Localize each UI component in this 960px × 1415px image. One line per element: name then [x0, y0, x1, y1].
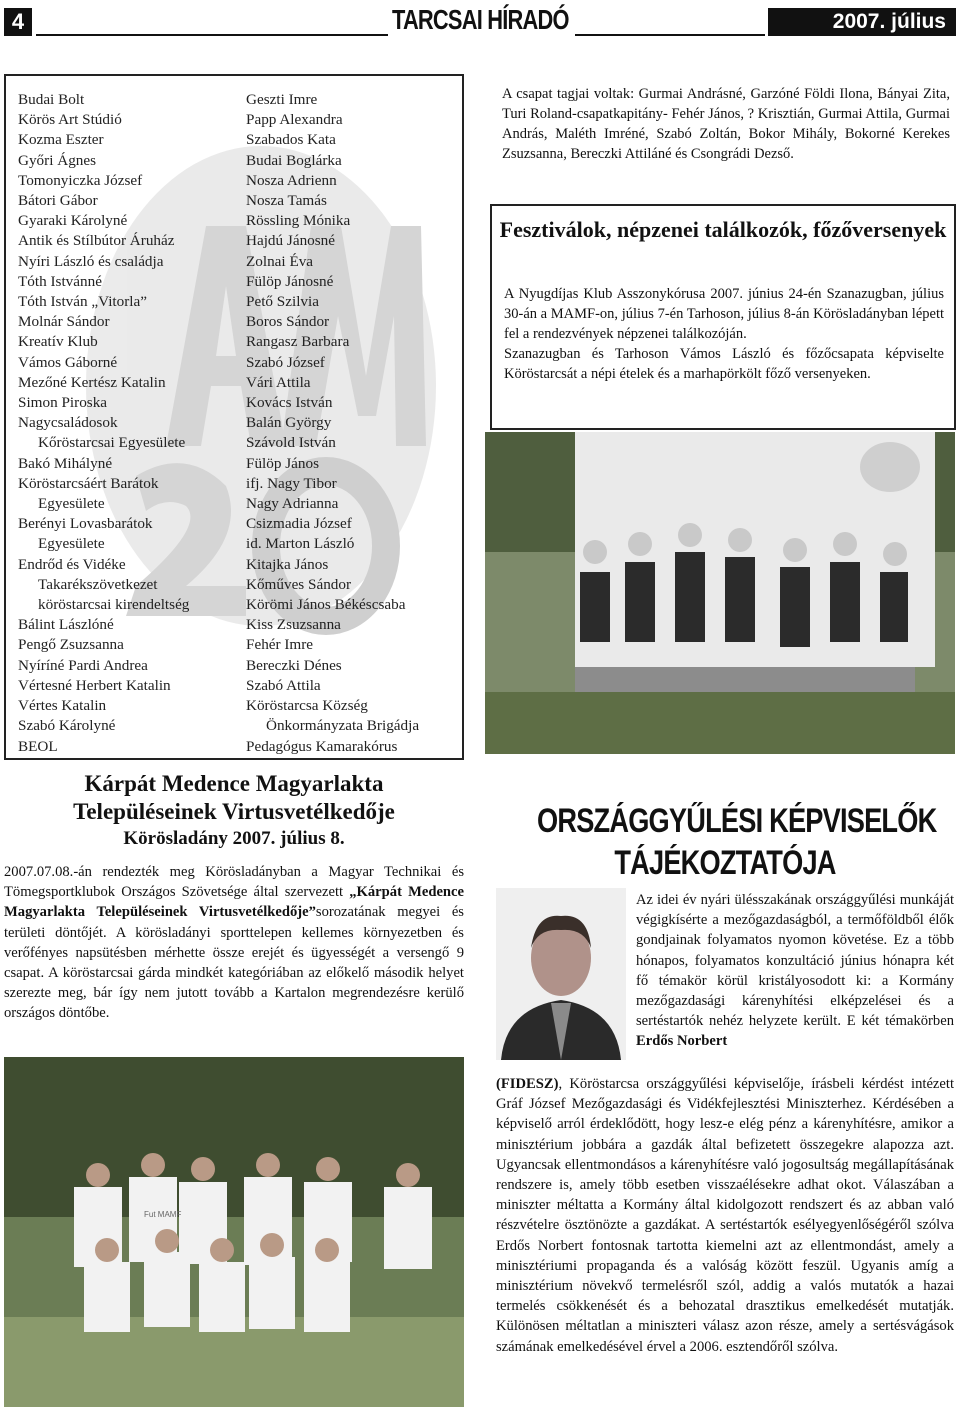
sponsor-name: Nyíri László és családja: [18, 252, 164, 270]
sponsor-name: Nagy Adrianna: [246, 495, 339, 513]
sponsor-name: Kreatív Klub: [18, 333, 98, 351]
sponsor-name: Nosza Adrienn: [246, 171, 337, 189]
sponsor-name: Zolnai Éva: [246, 252, 314, 270]
sponsor-name: Kőröstarcsai Egyesülete: [38, 434, 186, 452]
mp-title-line-1: ORSZÁGGYŰLÉSI KÉPVISELŐK: [537, 802, 937, 840]
sponsor-name: Takarékszövetkezet: [38, 575, 158, 593]
sponsor-name: Rössling Mónika: [246, 212, 351, 230]
sponsor-name: Körös Art Stúdió: [18, 111, 122, 129]
sponsor-name: Endrőd és Vidéke: [18, 555, 126, 573]
sponsor-name: Hajdú Jánosné: [246, 232, 335, 250]
sponsor-name: Mezőné Kertész Katalin: [18, 373, 166, 391]
sponsor-name: Rangasz Barbara: [246, 333, 350, 351]
contest-article-title: [4, 770, 464, 852]
festival-title: Fesztiválok, népzenei találkozók, főzőversenyek: [499, 217, 947, 242]
sponsor-name: Kozma Eszter: [18, 131, 104, 149]
sponsor-name: Körömi János Békéscsaba: [246, 596, 406, 614]
sponsor-name: Vámos Gáborné: [18, 353, 118, 371]
sponsor-name: Bálint Lászlóné: [18, 616, 114, 634]
sponsor-name: Bereczki Dénes: [246, 656, 342, 674]
sponsor-name: Egyesülete: [38, 495, 105, 513]
sponsor-name: Csizmadia József: [246, 515, 352, 533]
sponsor-name: Szabó Attila: [246, 676, 321, 694]
sponsor-name: Molnár Sándor: [18, 313, 110, 331]
sponsor-name: Vári Attila: [246, 373, 311, 391]
newspaper-title: TARCSAI HÍRADÓ: [392, 4, 569, 35]
mp-article-body: (FIDESZ), Köröstarcsa országgyűlési képviselője, írásbeli kérdést intézett Gráf József Mezőgazdasági és Vidékfejlesztési Miniszterhez. Kérdésében a képviselő arról érdeklődött, hogy lesz-e elég pénz a kárenyhítésre, amikor a minisztérium jobbára a gazdák által befizetett összegekre alapozza azt. Ugyancsak ellentmondásos a kárenyhítésre való jogosultság megállapításának rendszere is, amely több esetben visszaélésekre adhat okot. Válaszában a miniszter méltatta a Kormány által kidolgozott rendszert és az abban való részvételre ösztönözte a gazdákat. A sertéstartók esélyegyenlőségéről szólva Erdős Norbert fontosnak tartotta kiemelni azt az ellentmondást, amely a minisztériumi propaganda és a valóság között feszül. Ugyanis amíg a minisztérium növekvő termelésről szól, addig a valós mutatók a hazai termelés csökkenését és a behozatal drasztikus emelkedését mutatják. Különösen méltatlan a miniszteri válasz azon része, amely a sertésvágások számának emelkedésével érvel a 2006. esztendőről szólva.: [496, 1076, 954, 1355]
sponsor-name: Bakó Mihályné: [18, 454, 113, 472]
sponsor-name: Simon Piroska: [18, 394, 108, 412]
festival-paragraph-2: Szanazugban és Tarhoson Vámos László és főzőcsapata képviselte Köröstarcsát a népi ételek és a marhapörkölt főző versenyeken.: [504, 346, 944, 382]
header-rule-left: [36, 34, 388, 36]
sponsor-name: Nyíríné Pardi Andrea: [18, 656, 148, 674]
mp-title-line-2: TÁJÉKOZTATÓJA: [614, 844, 836, 882]
header-rule-right: [575, 34, 765, 36]
mp-portrait-photo: [496, 888, 626, 1060]
sponsor-name: Tóth István „Vitorla”: [18, 293, 147, 311]
mp-article-body-top: Az idei év nyári ülésszakának országgyűlési munkáját végigkísérte a mezőgazdaságból, a termőföldből élők gondjainak folyamatos nyomon követése. Ez a több hónapos, folyamatos konzultáció június hónapra két fő témakör körül kristályosodott ki: a Kormány mezőgazdasági kárenyhítési elképzelései és a sertéstartók nehéz helyzete került. E két témakörben Erdős Norbert: [636, 892, 954, 1050]
sponsor-name: Balán György: [246, 414, 332, 432]
sponsor-name: Nagycsaládosok: [18, 414, 118, 432]
sponsor-list-box: [4, 74, 464, 760]
sponsor-column-1: [18, 90, 189, 757]
sponsor-name: Budai Bolt: [18, 91, 85, 108]
sponsor-name: Kitajka János: [246, 555, 329, 573]
sponsor-name: Fehér Imre: [246, 636, 314, 654]
choir-stage-photo: [485, 432, 955, 754]
sponsor-name: Kovács István: [246, 394, 333, 412]
sponsor-name: Kőműves Sándor: [246, 575, 352, 593]
sponsor-name: Pető Szilvia: [246, 293, 319, 311]
sponsor-name: Tomonyiczka József: [18, 171, 143, 189]
sponsor-name: ifj. Nagy Tibor: [246, 474, 337, 492]
issue-date: 2007. július: [768, 8, 956, 36]
festival-box: [490, 204, 956, 430]
sponsor-name: Pedagógus Kamarakórus: [246, 737, 398, 755]
sponsor-name: Szabó József: [246, 353, 325, 371]
sponsor-name: Szávold István: [246, 434, 336, 452]
sponsor-name: Egyesülete: [38, 535, 105, 553]
sponsor-name: Önkormányzata Brigádja: [266, 717, 420, 735]
contest-title-line-1: Kárpát Medence Magyarlakta: [84, 771, 384, 796]
sponsor-name: Köröstarcsáért Barátok: [18, 474, 159, 492]
sponsor-name: Tóth Istvánné: [18, 272, 102, 290]
contest-article-body: 2007.07.08.-án rendezték meg Körösladányban a Magyar Technikai és Tömegsportklubok Országos Szövetsége által szervezett „Kárpát Medence Magyarlakta Településeinek Virtusvetélkedője”sorozatának megyei és területi döntőjét. A körösladányi sporttelepen kellemes környezetben és verőfényes napsütésben mérhette össze erejét és ügyességét a versengő 9 csapat. A köröstarcsai gárda mindkét kategóriában az előkelő második helyet szerezte meg, bár így nem jutott tovább a Kartalon megrendezésre kerülő országos döntőbe.: [4, 864, 464, 1022]
team-members-text: A csapat tagjai voltak: Gurmai Andrásné, Garzóné Földi Ilona, Bányai Zita, Turi Roland-csapatkapitány- Fehér János, ? Krisztián, Gurmai Attila, Gurmai András, Maléth Imréné, Szabó Zoltán, Bokor Mihály, Bokorné Kerekes Zsuzsanna, Bereczki Attiláné és Csongrádi Dezső.: [502, 86, 950, 162]
sponsor-name: Budai Boglárka: [246, 151, 342, 169]
mp-article-title: [490, 800, 960, 884]
festival-text: [504, 284, 944, 384]
contest-title-line-2: Településeinek Virtusvetélkedője: [73, 799, 395, 824]
sponsor-name: Papp Alexandra: [246, 111, 343, 129]
contest-title-line-3: Körösladány 2007. július 8.: [123, 828, 345, 849]
sponsor-name: köröstarcsai kirendeltség: [38, 596, 190, 614]
sponsor-name: Geszti Imre: [246, 91, 318, 108]
shirt-print: Fut MAMF: [144, 1210, 182, 1219]
sponsor-name: Bátori Gábor: [18, 192, 98, 210]
sponsor-name: id. Marton László: [246, 535, 355, 553]
sponsor-name: Nosza Tamás: [246, 192, 327, 210]
sponsor-name: Szabó Károlyné: [18, 717, 116, 735]
sponsor-name: BEOL: [18, 737, 58, 755]
sponsor-name: Fülöp János: [246, 454, 319, 472]
team-group-photo: [4, 1057, 464, 1407]
sponsor-name: Antik és Stílbútor Áruház: [18, 232, 175, 250]
sponsor-name: Gyaraki Károlyné: [18, 212, 128, 230]
sponsor-name: Vértesné Herbert Katalin: [18, 676, 171, 694]
page-number: 4: [4, 8, 32, 36]
sponsor-name: Szabados Kata: [246, 131, 336, 149]
sponsor-name: Berényi Lovasbarátok: [18, 515, 153, 533]
festival-paragraph-1: A Nyugdíjas Klub Asszonykórusa 2007. június 24-én Szanazugban, július 30-án a MAMF-on, július 7-én Tarhoson, július 8-án Körösladányban lépett fel a rendezvények népzenei találkozóján.: [504, 286, 944, 342]
sponsor-name: Vértes Katalin: [18, 697, 107, 715]
sponsor-name: Kiss Zsuzsanna: [246, 616, 341, 634]
sponsor-name: Pengő Zsuzsanna: [18, 636, 124, 654]
sponsor-name: Fülöp Jánosné: [246, 272, 334, 290]
sponsor-column-2: [246, 90, 419, 757]
sponsor-name: Boros Sándor: [246, 313, 330, 331]
sponsor-name: Győri Ágnes: [18, 151, 97, 169]
sponsor-name: Köröstarcsa Község: [246, 697, 368, 715]
